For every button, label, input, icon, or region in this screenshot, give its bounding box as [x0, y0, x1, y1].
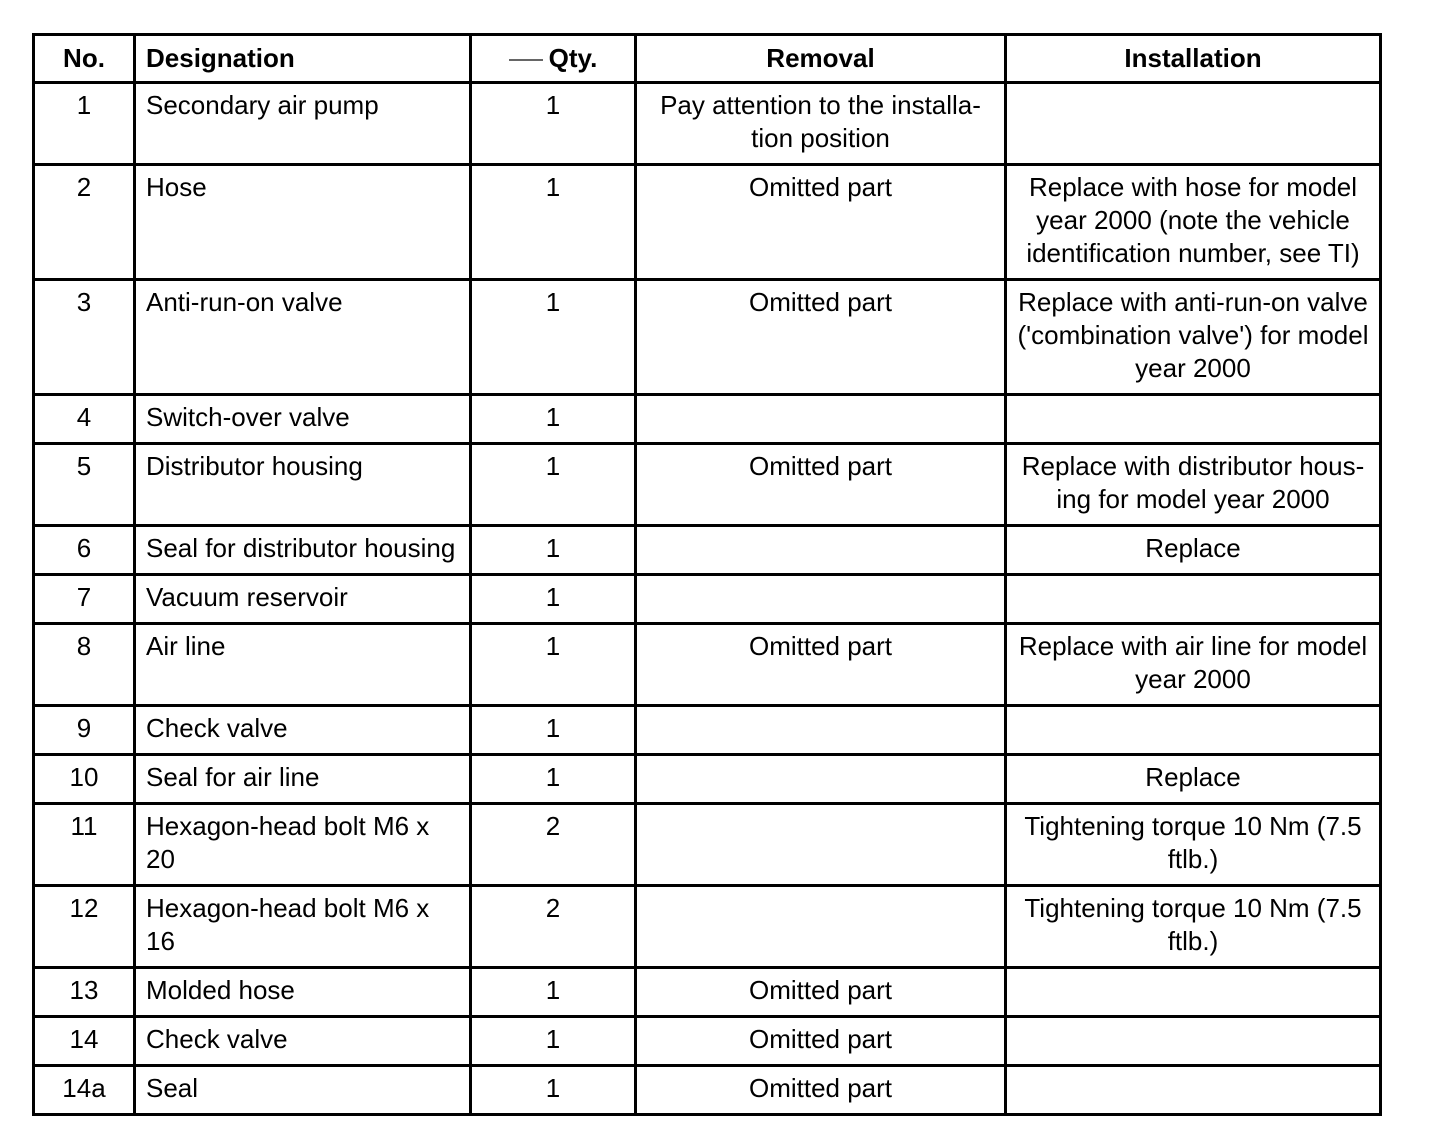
cell-designation: Molded hose	[135, 968, 471, 1017]
cell-qty: 1	[471, 968, 636, 1017]
cell-removal	[636, 395, 1006, 444]
cell-no: 13	[34, 968, 135, 1017]
cell-no: 12	[34, 886, 135, 968]
table-row	[34, 968, 1381, 1017]
cell-qty: 1	[471, 706, 636, 755]
cell-qty: 1	[471, 755, 636, 804]
cell-qty: 1	[471, 1017, 636, 1066]
cell-qty: 1	[471, 526, 636, 575]
cell-removal: Omitted part	[636, 1017, 1006, 1066]
cell-installation: Replace	[1006, 755, 1381, 804]
table-row	[34, 755, 1381, 804]
table-row	[34, 575, 1381, 624]
cell-designation: Check valve	[135, 706, 471, 755]
cell-designation: Distributor housing	[135, 444, 471, 526]
parts-table	[32, 33, 1382, 1116]
cell-designation: Seal for distributor housing	[135, 526, 471, 575]
cell-qty: 2	[471, 804, 636, 886]
cell-installation	[1006, 83, 1381, 165]
header-removal: Removal	[636, 35, 1006, 83]
cell-installation	[1006, 1066, 1381, 1115]
cell-no: 4	[34, 395, 135, 444]
table-row	[34, 83, 1381, 165]
cell-removal	[636, 526, 1006, 575]
cell-installation	[1006, 395, 1381, 444]
cell-installation: Replace with air line for model year 2000	[1006, 624, 1381, 706]
cell-designation: Hexagon-head bolt M6 x 16	[135, 886, 471, 968]
cell-qty: 1	[471, 395, 636, 444]
cell-installation: Replace with hose for model year 2000 (note the vehicle identification number, see TI)	[1006, 165, 1381, 280]
cell-designation: Vacuum reservoir	[135, 575, 471, 624]
table-row	[34, 886, 1381, 968]
cell-no: 9	[34, 706, 135, 755]
cell-no: 6	[34, 526, 135, 575]
cell-designation: Hose	[135, 165, 471, 280]
table-row	[34, 1066, 1381, 1115]
cell-removal	[636, 706, 1006, 755]
cell-designation: Air line	[135, 624, 471, 706]
cell-no: 8	[34, 624, 135, 706]
cell-no: 14	[34, 1017, 135, 1066]
header-no: No.	[34, 35, 135, 83]
cell-qty: 2	[471, 886, 636, 968]
cell-installation	[1006, 1017, 1381, 1066]
cell-removal: Omitted part	[636, 968, 1006, 1017]
cell-removal	[636, 804, 1006, 886]
cell-designation: Secondary air pump	[135, 83, 471, 165]
cell-installation	[1006, 706, 1381, 755]
cell-installation: Replace with anti-run-on valve ('combination valve') for model year 2000	[1006, 280, 1381, 395]
table-row	[34, 280, 1381, 395]
cell-installation: Replace	[1006, 526, 1381, 575]
cell-installation	[1006, 968, 1381, 1017]
cell-designation: Switch-over valve	[135, 395, 471, 444]
cell-designation: Hexagon-head bolt M6 x 20	[135, 804, 471, 886]
cell-installation	[1006, 575, 1381, 624]
cell-removal: Omitted part	[636, 624, 1006, 706]
cell-removal: Pay attention to the installa-tion position	[636, 83, 1006, 165]
cell-removal: Omitted part	[636, 1066, 1006, 1115]
table-row	[34, 444, 1381, 526]
header-qty	[471, 35, 636, 83]
table-row	[34, 624, 1381, 706]
cell-designation: Seal	[135, 1066, 471, 1115]
cell-qty: 1	[471, 575, 636, 624]
cell-removal: Omitted part	[636, 165, 1006, 280]
cell-qty: 1	[471, 1066, 636, 1115]
cell-removal	[636, 575, 1006, 624]
cell-qty: 1	[471, 280, 636, 395]
pen-mark	[509, 59, 543, 61]
header-qty-label: Qty.	[548, 43, 598, 73]
cell-qty: 1	[471, 165, 636, 280]
cell-no: 14a	[34, 1066, 135, 1115]
cell-installation: Tightening torque 10 Nm (7.5 ftlb.)	[1006, 804, 1381, 886]
cell-removal: Omitted part	[636, 444, 1006, 526]
header-installation: Installation	[1006, 35, 1381, 83]
table-row	[34, 804, 1381, 886]
cell-no: 2	[34, 165, 135, 280]
cell-removal	[636, 886, 1006, 968]
cell-no: 11	[34, 804, 135, 886]
table-row	[34, 1017, 1381, 1066]
cell-removal	[636, 755, 1006, 804]
header-designation: Designation	[135, 35, 471, 83]
cell-designation: Anti-run-on valve	[135, 280, 471, 395]
cell-qty: 1	[471, 83, 636, 165]
cell-removal: Omitted part	[636, 280, 1006, 395]
table-row	[34, 395, 1381, 444]
cell-qty: 1	[471, 444, 636, 526]
cell-no: 5	[34, 444, 135, 526]
table-body	[34, 83, 1381, 1115]
cell-no: 3	[34, 280, 135, 395]
cell-designation: Seal for air line	[135, 755, 471, 804]
table-row	[34, 165, 1381, 280]
cell-installation: Replace with distributor hous-ing for model year 2000	[1006, 444, 1381, 526]
cell-no: 7	[34, 575, 135, 624]
cell-installation: Tightening torque 10 Nm (7.5 ftlb.)	[1006, 886, 1381, 968]
table-row	[34, 706, 1381, 755]
cell-qty: 1	[471, 624, 636, 706]
cell-no: 10	[34, 755, 135, 804]
table-header-row	[34, 35, 1381, 83]
table-row	[34, 526, 1381, 575]
cell-designation: Check valve	[135, 1017, 471, 1066]
cell-no: 1	[34, 83, 135, 165]
